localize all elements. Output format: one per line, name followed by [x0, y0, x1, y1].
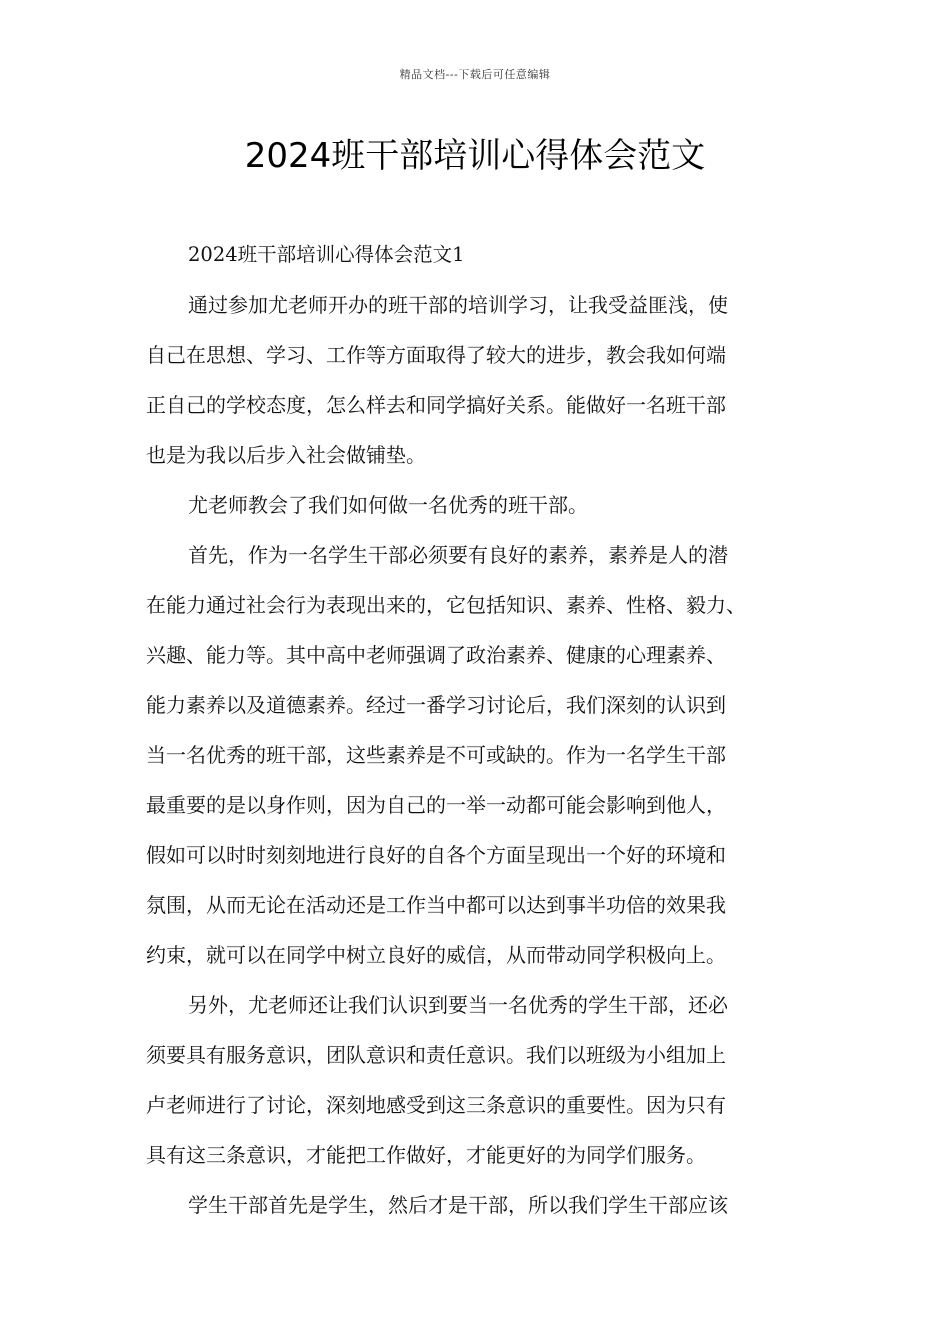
paragraph-line: 在能力通过社会行为表现出来的，它包括知识、素养、性格、毅力、 [146, 593, 746, 617]
paragraph-line: 约束，就可以在同学中树立良好的威信，从而带动同学积极向上。 [146, 943, 726, 967]
paragraph-line: 具有这三条意识，才能把工作做好，才能更好的为同学们服务。 [146, 1143, 706, 1167]
document-title: 2024班干部培训心得体会范文 [244, 136, 706, 176]
paragraph-line: 假如可以时时刻刻地进行良好的自各个方面呈现出一个好的环境和 [146, 843, 726, 867]
paragraph-line: 另外，尤老师还让我们认识到要当一名优秀的学生干部，还必 [188, 993, 728, 1017]
paragraph-line: 兴趣、能力等。其中高中老师强调了政治素养、健康的心理素养、 [146, 643, 726, 667]
paragraph-line: 尤老师教会了我们如何做一名优秀的班干部。 [188, 493, 588, 517]
paragraph-line: 自己在思想、学习、工作等方面取得了较大的进步，教会我如何端 [146, 343, 726, 367]
section-subtitle: 2024班干部培训心得体会范文1 [188, 243, 465, 266]
paragraph-line: 须要具有服务意识，团队意识和责任意识。我们以班级为小组加上 [146, 1043, 726, 1067]
paragraph-line: 首先，作为一名学生干部必须要有良好的素养，素养是人的潜 [188, 543, 728, 567]
paragraph-line: 最重要的是以身作则，因为自己的一举一动都可能会影响到他人， [146, 793, 726, 817]
paragraph-line: 通过参加尤老师开办的班干部的培训学习，让我受益匪浅，使 [188, 293, 728, 317]
paragraph-line: 能力素养以及道德素养。经过一番学习讨论后，我们深刻的认识到 [146, 693, 726, 717]
paragraph-line: 卢老师进行了讨论，深刻地感受到这三条意识的重要性。因为只有 [146, 1093, 726, 1117]
header-note: 精品文档---下载后可任意编辑 [399, 68, 551, 81]
paragraph-line: 也是为我以后步入社会做铺垫。 [146, 443, 426, 467]
paragraph-line: 氛围，从而无论在活动还是工作当中都可以达到事半功倍的效果我 [146, 893, 726, 917]
paragraph-line: 学生干部首先是学生，然后才是干部，所以我们学生干部应该 [188, 1193, 728, 1217]
paragraph-line: 当一名优秀的班干部，这些素养是不可或缺的。作为一名学生干部 [146, 743, 726, 767]
paragraph-line: 正自己的学校态度，怎么样去和同学搞好关系。能做好一名班干部 [146, 393, 726, 417]
document-body [146, 230, 816, 1230]
